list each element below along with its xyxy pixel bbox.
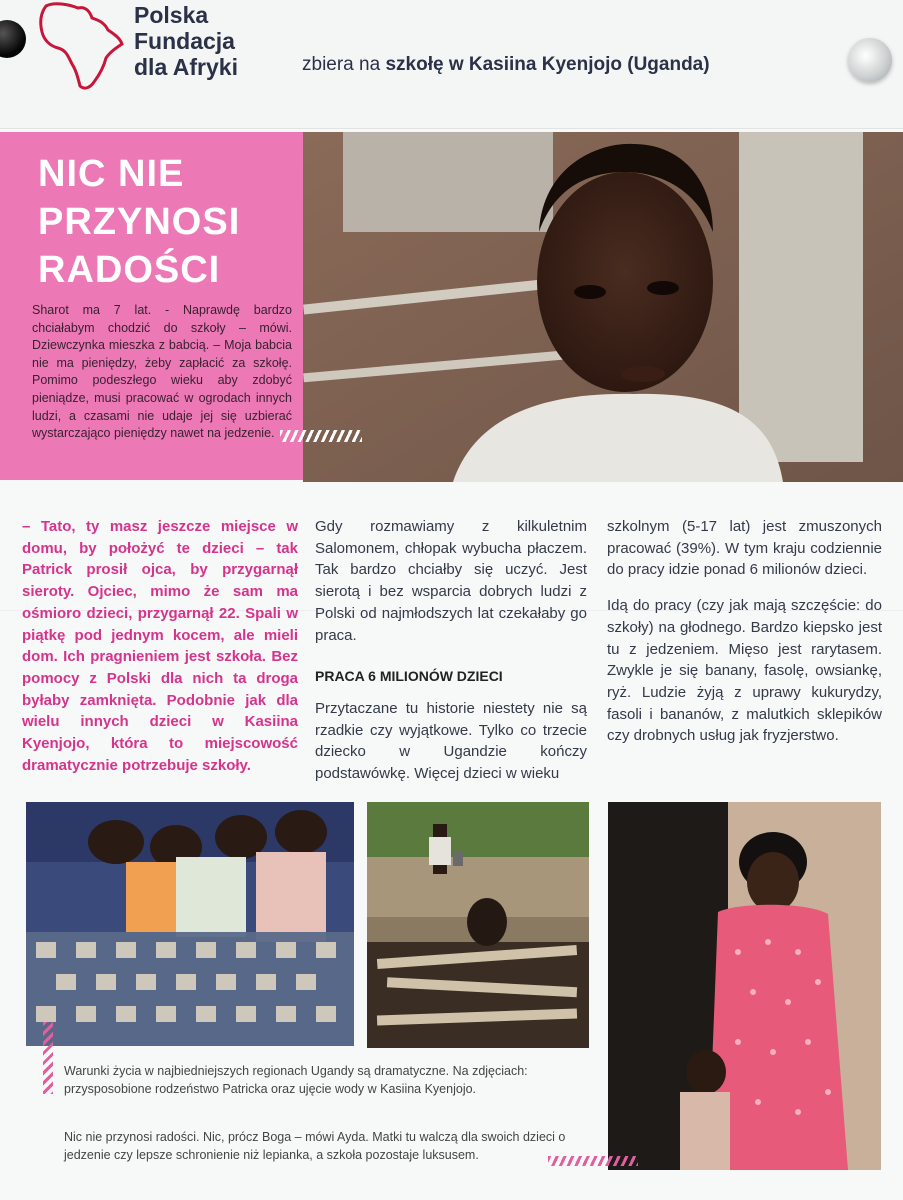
- story-column-2: [315, 516, 587, 785]
- headline-line-2: PRZYNOSI: [38, 201, 241, 243]
- push-pin-right: [848, 38, 892, 82]
- caption-stripes: [43, 1022, 53, 1094]
- org-line-3: dla Afryki: [134, 54, 238, 80]
- decorative-stripes: [280, 430, 362, 442]
- headline-line-3: RADOŚCI: [38, 249, 221, 291]
- header: [0, 0, 903, 129]
- ayda-quote: Nic nie przynosi radości. Nic, prócz Boga – mówi Ayda. Matki tu walczą dla swoich dzieci o jedzenie czy lepsze schronienie niż lepianka, a szkoła pozostaje luksusem.: [64, 1130, 566, 1162]
- patrick-story: – Tato, ty masz jeszcze miejsce w domu, by położyć te dzieci – tak Patrick prosił ojca, by przygarnął sieroty. Ojciec, mimo że sam ma ośmioro dzieci, przygarnął 22. Spali w piątkę pod jednym kocem, ale mieli dom. Ich pragnieniem jest szkoła. Bez pomocy z Polski dla nich ta droga byłaby zamknięta. Podobnie jak dla wielu innych dzieci w Kasiina Kyenjojo, która to miejscowość dramatycznie potrzebuje szkoły.: [22, 518, 298, 774]
- salomon-story: Gdy rozmawiamy z kilkuletnim Salomonem, chłopak wybucha płaczem. Tak bardzo chciałby się uczyć. Jest sierotą i bez wsparcia dobrych ludzi z Polski od najmłodszych lat czekałaby go praca.: [315, 518, 587, 644]
- photo-caption: Warunki życia w najbiedniejszych regionach Ugandy są dramatyczne. Na zdjęciach: przysposobione rodzeństwo Patricka oraz ujęcie wody w Kasiina Kyenjojo.: [64, 1064, 528, 1096]
- tagline: [302, 54, 710, 76]
- tagline-bold: szkołę w Kasiina Kyenjojo (Uganda): [385, 54, 710, 75]
- africa-outline-icon: [34, 0, 129, 95]
- bottom-stripes: [548, 1156, 638, 1166]
- tagline-prefix: zbiera na: [302, 54, 386, 75]
- headline: [38, 150, 240, 294]
- statistics-paragraph: Przytaczane tu historie niestety nie są rzadkie czy wyjątkowe. Tylko co trzecie dziecko w Ugandzie kończy podstawówkę. Więcej dzieci w wieku: [315, 699, 587, 783]
- org-line-1: Polska: [134, 2, 209, 28]
- siblings-sleeping-photo: [26, 802, 354, 1046]
- story-column-1: [22, 516, 298, 776]
- child-labor-paragraph: szkolnym (5-17 lat) jest zmuszonych pracować (39%). W tym kraju codziennie do pracy idzie ponad 6 milionów dzieci.: [607, 518, 882, 579]
- org-line-2: Fundacja: [134, 28, 235, 54]
- intro-paragraph: Sharot ma 7 lat. - Naprawdę bardzo chciałabym chodzić do szkoły – mówi. Dziewczynka mieszka z babcią. – Moja babcia nie ma pieniędzy, żeby zapłacić za szkołę. Pomimo podeszłego wieku aby zdobyć pieniądze, musi pracować w ogrodach innych ludzi, a czasami nie udaje jej się uzbierać wystarczająco pieniędzy nawet na jedzenie.: [32, 303, 292, 441]
- food-paragraph: Idą do pracy (czy jak mają szczęście: do szkoły) na głodnego. Bardzo kiepsko jest tu z jedzeniem. Mięso jest rarytasem. Zwykle je się banany, fasolę, owsiankę, ryż. Ludzie żyją z uprawy kukurydzy, fasoli i bananów, z malutkich sklepików czy drobnych usług jak fryzjerstwo.: [607, 597, 882, 745]
- girl-portrait-photo: [303, 132, 903, 482]
- headline-line-1: NIC NIE: [38, 153, 185, 195]
- water-source-photo: [367, 802, 589, 1048]
- ayda-mother-photo: [608, 802, 881, 1170]
- story-column-3: [607, 516, 882, 747]
- section-heading: PRACA 6 MILIONÓW DZIECI: [315, 668, 503, 685]
- organization-name: [134, 2, 238, 80]
